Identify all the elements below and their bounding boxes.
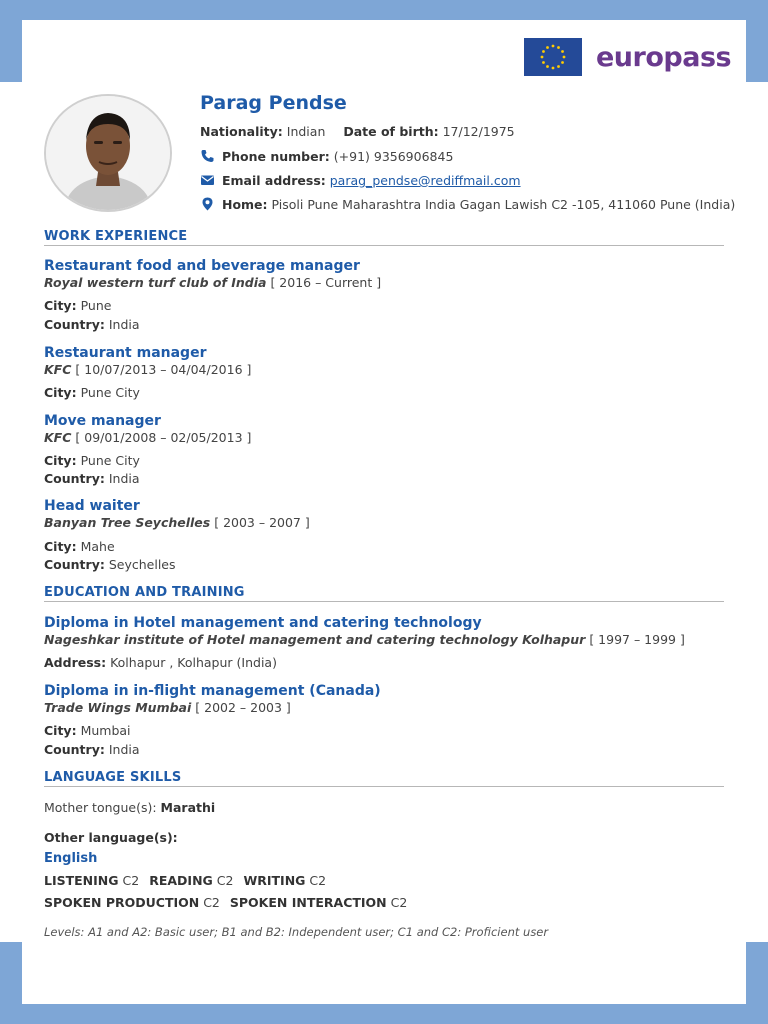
mother-tongue-line (44, 800, 215, 815)
email-label: Email address: (221, 173, 326, 188)
education-detail: Country: India (44, 742, 140, 757)
job-dates: [ 2003 – 2007 ] (214, 515, 310, 530)
profile-photo (44, 94, 172, 212)
job-title: Restaurant food and beverage manager (44, 258, 360, 274)
education-detail: City: Mumbai (44, 723, 131, 738)
education-heading: EDUCATION AND TRAINING (44, 585, 724, 602)
location-pin-icon (200, 197, 215, 211)
eu-star (561, 61, 564, 64)
eu-star (542, 50, 545, 53)
education-dates: [ 2002 – 2003 ] (195, 700, 291, 715)
person-name: Parag Pendse (200, 92, 347, 114)
job-title: Restaurant manager (44, 345, 207, 361)
dob-label: Date of birth: (343, 124, 439, 139)
eu-star (561, 50, 564, 53)
job-detail: City: Pune City (44, 385, 140, 400)
job-title: Head waiter (44, 498, 140, 514)
education-institution: Trade Wings Mumbai (44, 700, 192, 715)
job-employer: KFC (44, 362, 72, 377)
phone-value: (+91) 9356906845 (333, 149, 454, 164)
email-line (200, 173, 521, 188)
education-institution: Nageshkar institute of Hotel management and catering technology Kolhapur (44, 632, 586, 647)
eu-star (557, 65, 560, 68)
job-employer: Banyan Tree Seychelles (44, 515, 211, 530)
cv-page (22, 20, 746, 1004)
job-employer-line (44, 430, 251, 445)
job-detail: City: Pune (44, 298, 112, 313)
language-levels-row-1: LISTENING C2 READING C2 WRITING C2 (44, 873, 327, 888)
europass-wordmark: europass (596, 42, 732, 73)
job-dates: [ 09/01/2008 – 02/05/2013 ] (75, 430, 252, 445)
phone-line (200, 149, 453, 164)
phone-label: Phone number: (221, 149, 330, 164)
other-languages-label: Other language(s): (44, 830, 178, 845)
education-title: Diploma in Hotel management and catering technology (44, 615, 482, 631)
job-detail: City: Pune City (44, 453, 140, 468)
eu-star (552, 67, 555, 70)
job-employer: Royal western turf club of India (44, 275, 267, 290)
education-institution-line (44, 700, 291, 715)
job-employer-line (44, 362, 251, 377)
work-experience-heading: WORK EXPERIENCE (44, 229, 724, 246)
nationality-line (200, 124, 515, 139)
europass-logo (524, 38, 734, 78)
eu-star (541, 56, 544, 59)
job-employer-line (44, 515, 310, 530)
mother-tongue-value: Marathi (160, 800, 216, 815)
eu-star (563, 56, 566, 59)
job-detail: Country: India (44, 471, 140, 486)
job-detail: Country: Seychelles (44, 557, 176, 572)
education-title: Diploma in in-flight management (Canada) (44, 683, 381, 699)
home-label: Home: (221, 197, 268, 212)
language-levels-row-2: SPOKEN PRODUCTION C2 SPOKEN INTERACTION C2 (44, 895, 408, 910)
job-employer: KFC (44, 430, 72, 445)
dob-value: 17/12/1975 (442, 124, 515, 139)
language-skills-heading: LANGUAGE SKILLS (44, 770, 724, 787)
language-name: English (44, 851, 98, 866)
education-dates: [ 1997 – 1999 ] (589, 632, 685, 647)
home-value: Pisoli Pune Maharashtra India Gagan Lawish C2 -105, 411060 Pune (India) (271, 197, 736, 212)
job-dates: [ 10/07/2013 – 04/04/2016 ] (75, 362, 252, 377)
job-employer-line (44, 275, 381, 290)
eu-flag-icon (524, 38, 582, 76)
eu-star (546, 65, 549, 68)
eu-star (557, 46, 560, 49)
levels-note: Levels: A1 and A2: Basic user; B1 and B2: Independent user; C1 and C2: Proficient user (44, 925, 549, 939)
job-title: Move manager (44, 413, 161, 429)
envelope-icon (200, 173, 215, 187)
home-line (200, 197, 735, 212)
job-dates: [ 2016 – Current ] (270, 275, 382, 290)
job-detail: Country: India (44, 317, 140, 332)
education-detail: Address: Kolhapur , Kolhapur (India) (44, 655, 277, 670)
mother-tongue-label: Mother tongue(s): (44, 800, 157, 815)
email-link[interactable]: parag_pendse@rediffmail.com (329, 173, 521, 188)
phone-icon (200, 149, 215, 163)
job-detail: City: Mahe (44, 539, 115, 554)
eu-star (542, 61, 545, 64)
nationality-label: Nationality: (200, 124, 283, 139)
eu-star (552, 45, 555, 48)
eu-star (546, 46, 549, 49)
nationality-value: Indian (286, 124, 326, 139)
education-institution-line (44, 632, 685, 647)
